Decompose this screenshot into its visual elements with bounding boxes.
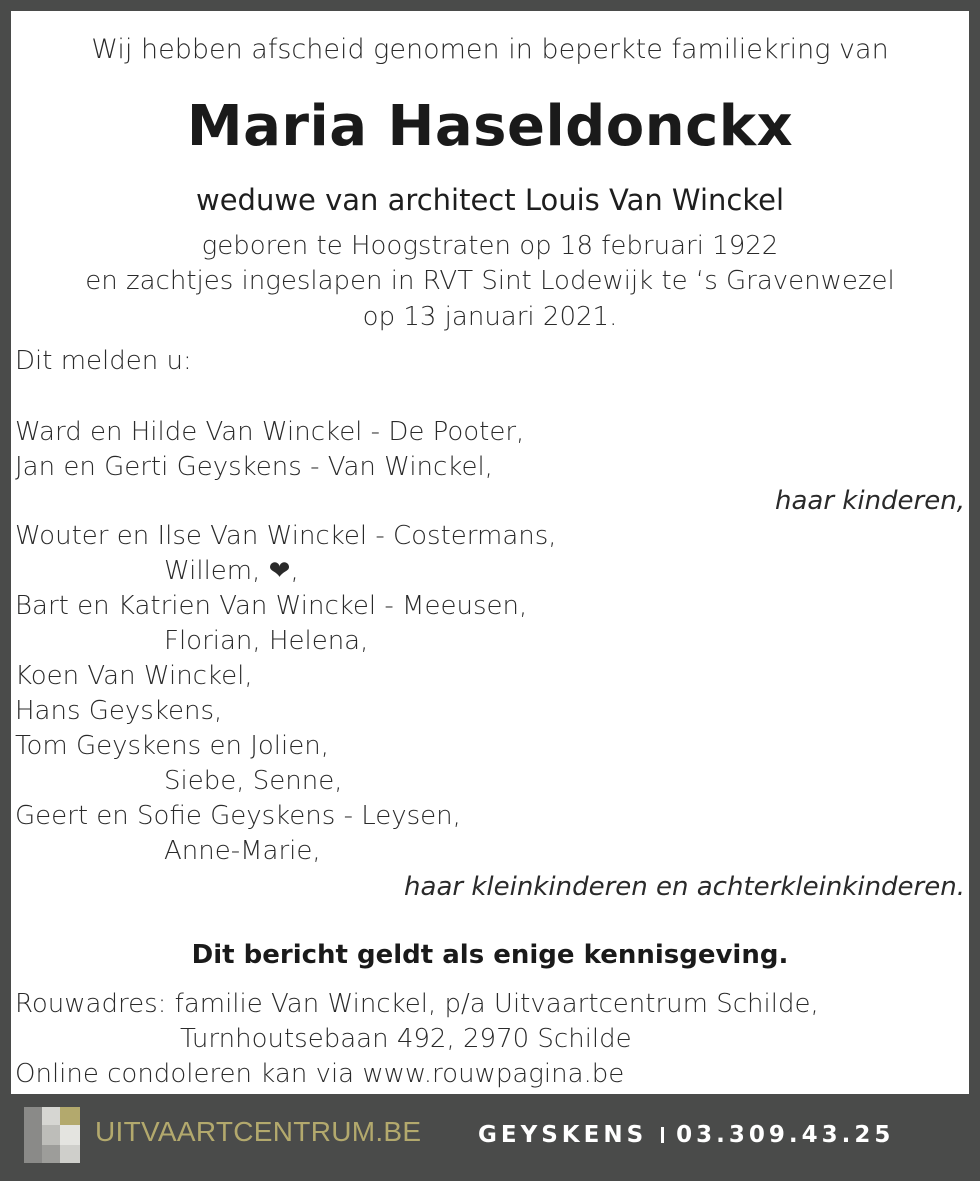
address-line2: Turnhoutsebaan 492, 2970 Schilde [180,1024,632,1054]
great-grandchild-line: Florian, Helena, [164,626,369,656]
grandchild-line: Hans Geyskens, [15,696,223,726]
grandchildren-role: haar kleinkinderen en achterkleinkinderen. [404,872,965,902]
footer-bar [0,1094,980,1181]
passing-text-line2: op 13 januari 2021. [362,302,618,332]
passing-text-line1: en zachtjes ingeslapen in RVT Sint Lodewijk te ‘s Gravenwezel [85,266,895,296]
brand-name: UITVAARTCENTRUM.BE [95,1116,422,1147]
phone-number: 03.309.43.25 [676,1122,895,1148]
company-name: GEYSKENS [478,1122,648,1148]
grandchild-line: Koen Van Winckel, [15,661,253,691]
funeral-home-logo-icon [24,1107,80,1163]
separator [661,1127,664,1143]
intro-text: Wij hebben afscheid genomen in beperkte familiekring van [91,34,889,65]
family-lead: Dit melden u: [15,346,192,376]
obituary-card [11,11,969,1094]
online-condolence-text: Online condoleren kan via www.rouwpagina.be [15,1059,625,1089]
great-grandchild-line: Willem, ❤, [164,556,299,586]
widow-of-text: weduwe van architect Louis Van Winckel [195,183,785,217]
great-grandchild-line: Siebe, Senne, [164,766,343,796]
children-role: haar kinderen, [775,486,965,516]
great-grandchild-line: Anne-Marie, [164,836,321,866]
notice-text: Dit bericht geldt als enige kennisgeving. [191,940,789,970]
grandchild-line: Bart en Katrien Van Winckel - Meeusen, [15,591,528,621]
contact-info [478,1124,894,1147]
grandchild-line: Wouter en Ilse Van Winckel - Costermans, [15,521,557,551]
deceased-name: Maria Haseldonckx [186,94,794,159]
grandchild-line: Tom Geyskens en Jolien, [15,731,329,761]
address-line1: Rouwadres: familie Van Winckel, p/a Uitvaartcentrum Schilde, [15,989,819,1019]
child-line: Ward en Hilde Van Winckel - De Pooter, [15,417,525,447]
child-line: Jan en Gerti Geyskens - Van Winckel, [15,452,493,482]
grandchild-line: Geert en Sofie Geyskens - Leysen, [15,801,461,831]
birth-text: geboren te Hoogstraten op 18 februari 1922 [201,231,779,261]
